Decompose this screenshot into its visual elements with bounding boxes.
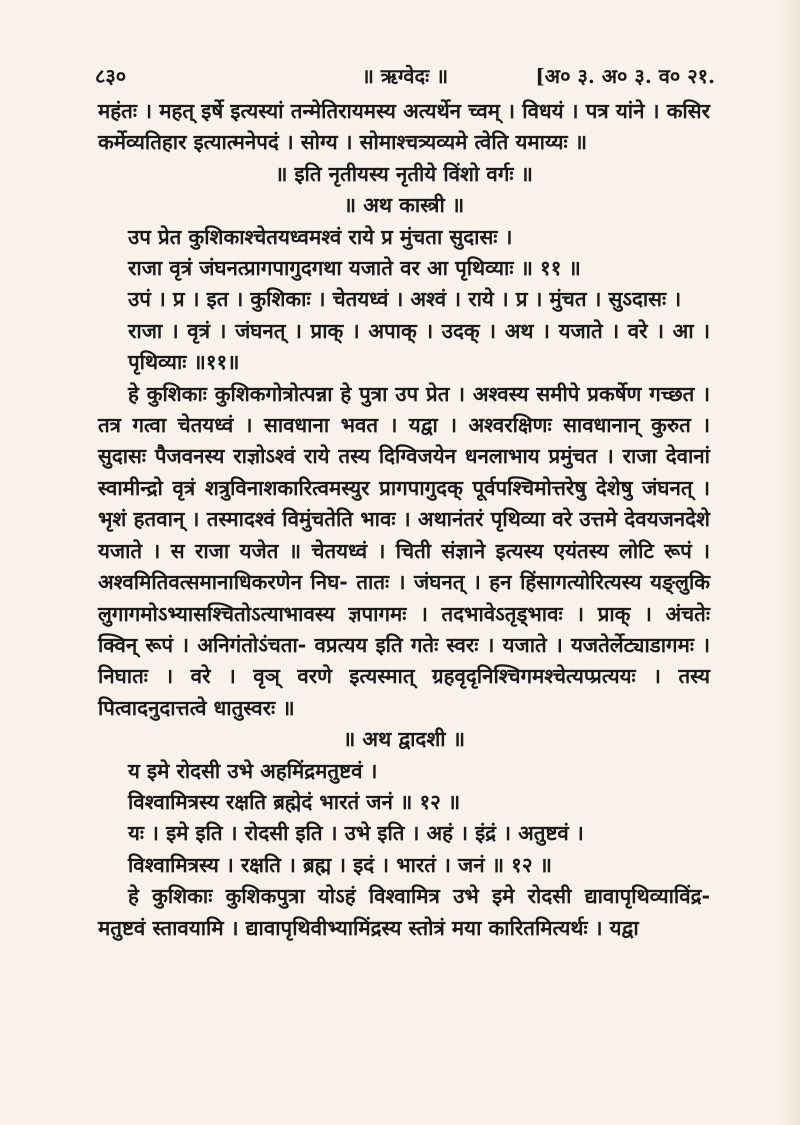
commentary-paragraph: हे कुशिकाः कुशिकगोत्रोत्पन्ना हे पुत्रा उप प्रेत । अश्वस्य समीपे प्रकर्षेण गच्छत । तत्र गत्वा चेतयध्वं । सावधाना भवत । यद्वा । अश्वरक्षिणः सावधानान् कुरुत । सुदासः पैजवनस्य राज्ञोऽश्वं राये तस्य दिग्विजयेन धनलाभाय प्रमुंचत । राजा देवानां स्वामीन्द्रो वृत्रं शत्रुविनाशकारित्वमस्युर प्रागपागुदक् पूर्वपश्चिमोत्तरेषु देशेषु जंघनत् । भृशं हतवान् । तस्मादश्वं विमुंचतेति भावः । अथानंतरं पृथिव्या वरे उत्तमे देवयजनदेशे यजाते । स राजा यजेत ॥ चेतयध्वं । चिती संज्ञाने इत्यस्य एयंतस्य लोटि रूपं । अश्वमितिवत्समानाधिकरणेन निघ- तातः । जंघनत् । हन हिंसागत्योरित्यस्य यङ्लुकि लुगागमोऽभ्यासश्चितोऽत्याभावस्य ज्ञपागमः । तदभावेऽतृड्भावः । प्राक् । अंचतेः क्विन् रूपं । अनिगंतोऽंचता- वप्रत्यय इति गतेः स्वरः । यजाते । यजतेर्लेट्याडागमः । निघातः । वरे । वृञ् वरणे इत्यस्मात् ग्रहवृदृनिश्चिगमश्चेत्यप्प्रत्ययः । तस्य पित्वादनुदात्तत्वे धातुस्वरः ॥: [98, 381, 710, 720]
verse-line: राजा वृत्रं जंघनत्प्रागपागुदगथा यजाते वर आ पृथिव्याः ॥ ११ ॥: [128, 256, 581, 281]
verse-line: विश्वामित्रस्य । रक्षति । ब्रह्म । इदं । भारतं । जनं ॥ १२ ॥: [128, 852, 552, 877]
verse-line: यः । इमे इति । रोदसी इति । उभे इति । अहं । इंद्रं । अतुष्टवं ।: [128, 821, 584, 846]
page-number: ८३०: [95, 64, 127, 88]
section-heading: ॥ अथ कास्त्री ॥: [343, 193, 465, 218]
verse-line: उपं । प्र । इत । कुशिकाः । चेतयध्वं । अश्वं । राये । प्र । मुंचत । सुऽदासः ।: [128, 287, 682, 312]
verse-line: य इमे रोदसी उभे अहमिंद्रमतुष्टवं ।: [128, 758, 378, 783]
running-title: ॥ ऋग्वेदः ॥: [361, 64, 449, 88]
verse-line: विश्वामित्रस्य रक्षति ब्रह्मेदं भारतं जनं ॥ १२ ॥: [128, 789, 461, 814]
verse-line: राजा । वृत्रं । जंघनत् । प्राक् । अपाक् । उदक् । अथ । यजाते । वरे । आ । पृथिव्याः ॥११॥: [128, 318, 710, 375]
commentary-paragraph: हे कुशिकाः कुशिकपुत्रा योऽहं विश्वामित्र उभे इमे रोदसी द्यावापृथिव्याविंद्र- मतुष्टवं स्तावयामि । द्यावापृथिवीभ्यामिंद्रस्य स्तोत्रं मया कारितमित्यर्थः । यद्वा: [98, 884, 710, 940]
section-heading: ॥ अथ द्वादशी ॥: [343, 727, 465, 752]
section-heading: ॥ इति नृतीयस्य नृतीये विंशो वर्गः ॥: [275, 161, 533, 186]
running-header: [95, 62, 715, 92]
verse-line: उप प्रेत कुशिकाश्चेतयध्वमश्वं राये प्र मुंचता सुदासः ।: [128, 224, 513, 249]
scan-edge-shadow: [778, 0, 800, 1125]
commentary-paragraph: महंतः । महत् इर्षे इत्यस्यां तन्मेतिरायमस्य अत्यर्थेन च्वम् । विधयं । पत्र यांने । कसिर कर्मेव्यतिहार इत्यात्मनेपदं । सोग्य । सोमाश्चत्र्यव्यमे त्वेति यमाय्यः ॥: [98, 99, 710, 155]
section-reference: [अ० ३. अ० ३. व० २१.: [535, 64, 715, 88]
page-body: [98, 96, 710, 944]
